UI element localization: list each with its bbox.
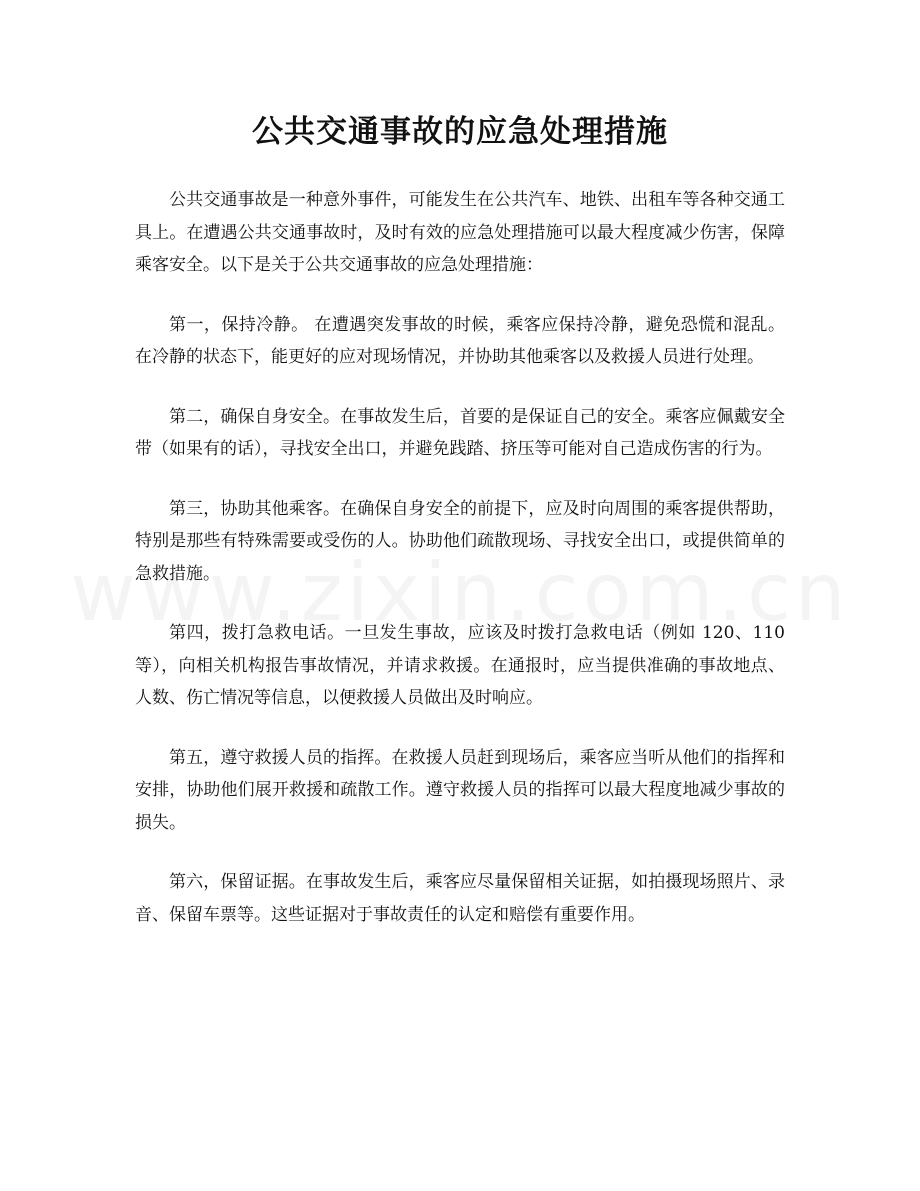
paragraph-step-2: 第二，确保自身安全。在事故发生后，首要的是保证自己的安全。乘客应佩戴安全带（如果有的话），寻找安全出口，并避免践踏、挤压等可能对自己造成伤害的行为。 [135, 406, 785, 459]
page-title: 公共交通事故的应急处理措施 [252, 114, 668, 150]
paragraph-step-4: 第四，拨打急救电话。一旦发生事故，应该及时拨打急救电话（例如 120、110 等），向相关机构报告事故情况，并请求救援。在通报时，应当提供准确的事故地点、人数、伤亡情况等信息，以便救援人员做出及时响应。 [135, 623, 785, 708]
paragraph-step-6: 第六，保留证据。在事故发生后，乘客应尽量保留相关证据，如拍摄现场照片、录音、保留车票等。这些证据对于事故责任的认定和赔偿有重要作用。 [135, 872, 785, 925]
document-body [135, 184, 785, 958]
paragraph-intro: 公共交通事故是一种意外事件，可能发生在公共汽车、地铁、出租车等各种交通工具上。在遭遇公共交通事故时，及时有效的应急处理措施可以最大程度减少伤害，保障乘客安全。以下是关于公共交通事故的应急处理措施： [135, 190, 785, 275]
paragraph-step-5: 第五，遵守救援人员的指挥。在救援人员赶到现场后，乘客应当听从他们的指挥和安排，协助他们展开救援和疏散工作。遵守救援人员的指挥可以最大程度地减少事故的损失。 [135, 747, 785, 833]
paragraph-step-3: 第三，协助其他乘客。在确保自身安全的前提下，应及时向周围的乘客提供帮助，特别是那些有特殊需要或受伤的人。协助他们疏散现场、寻找安全出口，或提供简单的急救措施。 [135, 498, 785, 584]
paragraph-step-1: 第一，保持冷静。 在遭遇突发事故的时候，乘客应保持冷静，避免恐慌和混乱。在冷静的状态下，能更好的应对现场情况，并协助其他乘客以及救援人员进行处理。 [135, 314, 785, 367]
